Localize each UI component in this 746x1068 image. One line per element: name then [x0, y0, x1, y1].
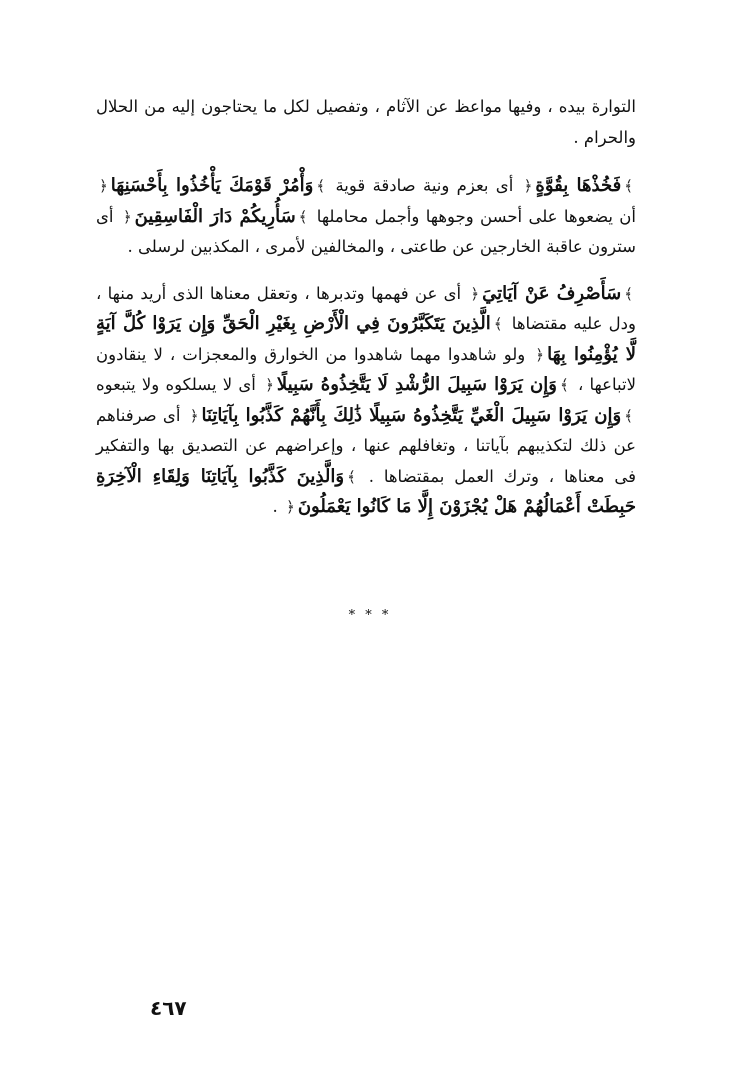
- page-number: ٤٦٧: [150, 996, 187, 1020]
- quran-close-bracket: ﴿: [470, 284, 480, 303]
- paragraph: [96, 279, 636, 523]
- commentary-text: أى سترون عاقبة الخارجين عن طاعتى ، والمخالفين لأمرى ، المكذبين لرسلى .: [96, 206, 636, 256]
- quran-close-bracket: ﴿: [99, 177, 108, 195]
- quran-verse: سَأَصْرِفُ عَنْ آيَاتِيَ: [482, 282, 622, 304]
- quran-verse: وَأْمُرْ قَوْمَكَ يَأْخُذُوا بِأَحْسَنِهَا: [110, 175, 314, 196]
- quran-verse: الَّذِينَ يَتَكَبَّرُونَ فِي الْأَرْضِ بِغَيْرِ الْحَقِّ وَإِن يَرَوْا كُلَّ آيَةٍ لَّا يُؤْمِنُوا بِهَا: [96, 313, 636, 365]
- commentary-text: أى بعزم ونية صادقة قوية: [328, 176, 521, 195]
- quran-close-bracket: ﴿: [523, 177, 533, 195]
- quran-verse: وَإِن يَرَوْا سَبِيلَ الرُّشْدِ لَا يَتَّخِذُوهُ سَبِيلًا: [276, 374, 557, 395]
- commentary-text: .: [272, 497, 284, 516]
- commentary-text: التوارة بيده ، وفيها مواعظ عن الآثام ، وتفصيل لكل ما يحتاجون إليه من الحلال والحرام .: [96, 97, 636, 147]
- quran-verse: فَخُذْهَا بِقُوَّةٍ: [535, 175, 622, 196]
- commentary-text: أى صرفناهم عن ذلك لتكذيبهم بآياتنا ، وتغافلهم عنها ، وإعراضهم عن التصديق بها والتفكير فى معناها ، وترك العمل بمقتضاها .: [96, 405, 636, 486]
- quran-open-bracket: ﴾: [624, 177, 634, 195]
- quran-open-bracket: ﴾: [493, 315, 503, 333]
- quran-close-bracket: ﴿: [535, 345, 545, 364]
- commentary-text: أى لا يسلكوه ولا يتبعوه: [96, 375, 263, 394]
- quran-close-bracket: ﴿: [265, 376, 274, 394]
- quran-verse: وَإِن يَرَوْا سَبِيلَ الْغَيِّ يَتَّخِذُوهُ سَبِيلًا ذَٰلِكَ بِأَنَّهُمْ كَذَّبُوا بِآيَاتِنَا: [201, 404, 622, 426]
- quran-open-bracket: ﴾: [624, 284, 633, 303]
- quran-open-bracket: ﴾: [624, 406, 633, 425]
- quran-close-bracket: ﴿: [189, 406, 199, 425]
- paragraph: [96, 92, 636, 153]
- quran-verse: سَأُرِيكُمْ دَارَ الْفَاسِقِينَ: [134, 205, 296, 227]
- commentary-text: أن يضعوها على أحسن وجوهها وأجمل محاملها: [310, 206, 637, 226]
- quran-open-bracket: ﴾: [559, 376, 569, 394]
- quran-open-bracket: ﴾: [298, 207, 308, 226]
- paragraph: [96, 171, 636, 263]
- section-divider: * * *: [348, 608, 392, 623]
- quran-verse: وَالَّذِينَ كَذَّبُوا بِآيَاتِنَا وَلِقَاءِ الْآخِرَةِ حَبِطَتْ أَعْمَالُهُمْ هَلْ يُجْزَوْنَ إِلَّا مَا كَانُوا يَعْمَلُونَ: [96, 465, 636, 517]
- page-body: [96, 92, 636, 539]
- commentary-text: ولو شاهدوا مهما شاهدوا من الخوارق والمعجزات ، لا ينقادون لاتباعها ،: [96, 344, 636, 394]
- text-column: [96, 92, 636, 523]
- quran-close-bracket: ﴿: [122, 207, 132, 226]
- quran-open-bracket: ﴾: [316, 177, 326, 195]
- quran-open-bracket: ﴾: [347, 467, 356, 486]
- commentary-text: أى عن فهمها وتدبرها ، وتعقل معناها الذى أريد منها ، ودل عليه مقتضاها: [96, 283, 636, 333]
- quran-close-bracket: ﴿: [286, 498, 295, 516]
